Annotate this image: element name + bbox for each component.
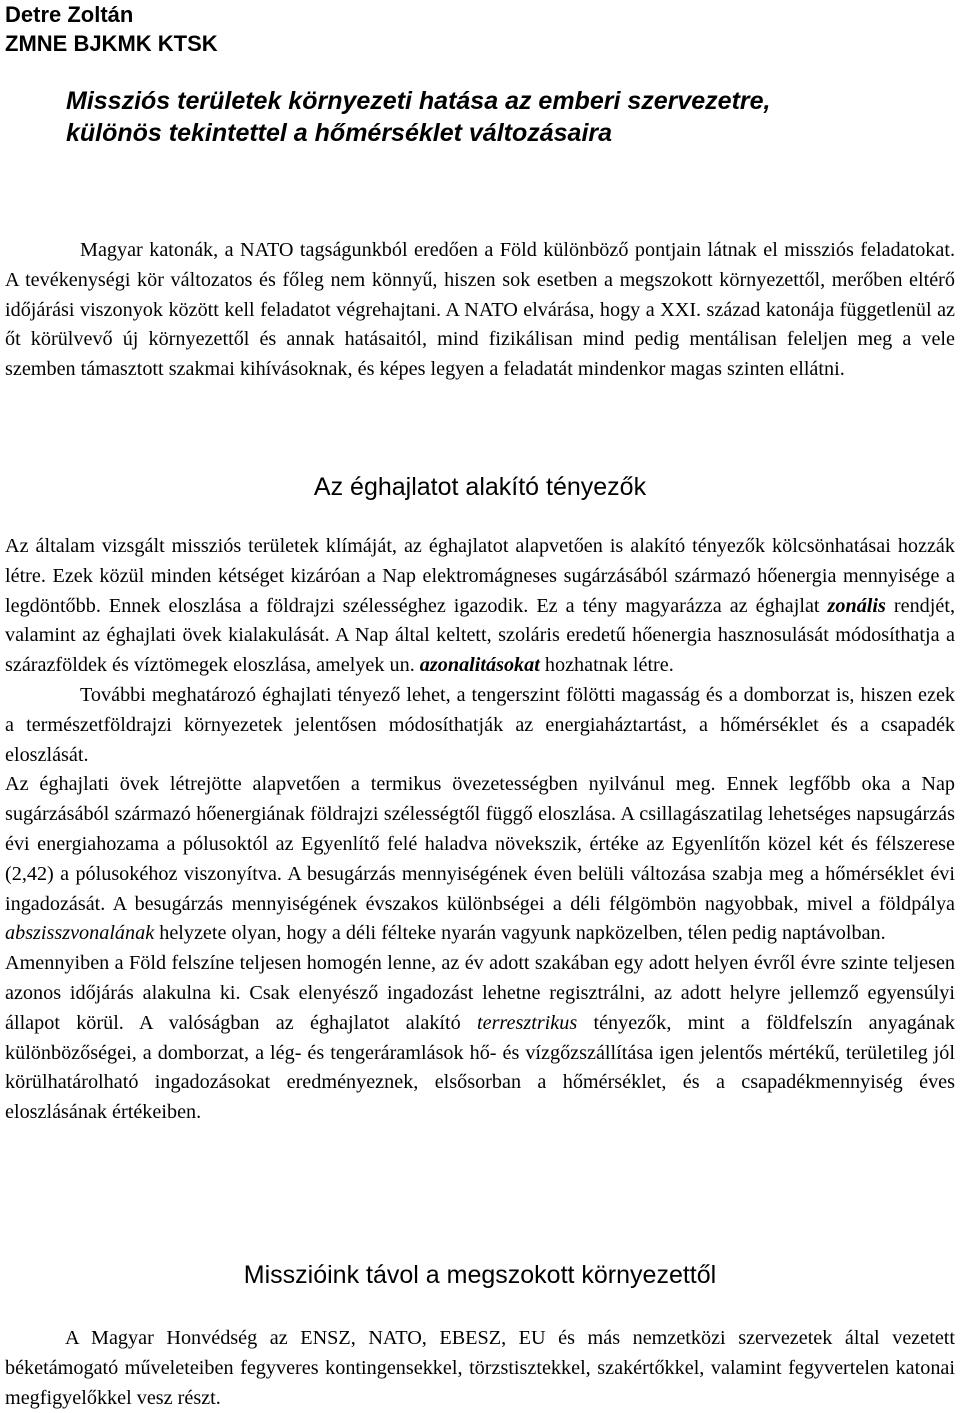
title-line-1: Missziós területek környezeti hatása az emberi szervezetre, [66,87,771,115]
intro-paragraph: Magyar katonák, a NATO tagságunkból eredően a Föld különböző pontjain látnak el missziós feladatokat. A tevékenységi kör változatos és főleg nem könnyű, hiszen sok esetben a megszokott környezettől, merőben eltérő időjárási viszonyok között kell feladatot végrehajtani. A NATO elvárása, hogy a XXI. század katonája függetlenül az őt körülvevő új környezettől és annak hatásaitól, mind fizikálisan mind pedig mentálisan feleljen meg a vele szemben támasztott szakmai kihívásoknak, és képes legyen a feladatát mindenkor magas szinten ellátni. [5,239,955,381]
missions-section-body [5,1324,955,1413]
climate-paragraph-3 [5,770,955,949]
document-title [66,85,946,149]
climate-p3-text-a: Az éghajlati övek létrejötte alapvetően a termikus övezetességben nyilvánul meg. Ennek legfőbb oka a Nap sugárzásából származó hőenergiának földrajzi szélességtől függő eloszlása. A csillagászatilag lehetséges napsugárzás évi energiahozama a pólusoktól az Egyenlítő felé haladva növekszik, értéke az Egyenlítőn közel két és félszerese (2,42) a pólusokéhoz viszonyítva. A besugárzás mennyiségének éven belüli változása szabja meg a hőmérséklet évi ingadozását. A besugárzás mennyiségének évszakos különbségei a déli félgömbön nagyobbak, mivel a földpálya [5,773,955,915]
climate-paragraph-2: További meghatározó éghajlati tényező lehet, a tengerszint fölötti magasság és a domborzat is, hiszen ezek a természetföldrajzi környezetek jelentősen módosíthatják az energiaháztartást, a hőmérséklet és a csapadék eloszlását. [5,683,955,766]
term-abszisszvonalanak: abszisszvonalának [5,922,155,945]
climate-paragraph-1 [5,532,955,681]
missions-paragraph-1: A Magyar Honvédség az ENSZ, NATO, EBESZ, EU és más nemzetközi szervezetek által vezetett béketámogató műveleteiben fegyveres kontingensekkel, törzstisztekkel, szakértőkkel, valamint fegyvertelen katonai megfigyelőkkel vesz részt. [5,1327,955,1409]
section-heading-climate: Az éghajlatot alakító tényezők [313,473,647,501]
climate-p1-text-c: hozhatnak létre. [539,654,674,677]
term-terresztrikus: terresztrikus [477,1011,578,1034]
climate-p3-text-b: helyzete olyan, hogy a déli félteke nyarán vagyunk napközelben, télen pedig naptávolban. [154,922,886,945]
term-zonalis: zonális [827,594,886,617]
title-line-2: különös tekintettel a hőmérséklet változásaira [66,119,613,147]
climate-section-body [5,532,955,1128]
climate-p1-text-b: rendjét, valamint az éghajlati övek kialakulását. A Nap által keltett, szoláris eredetű hőenergia hasznosulását módosíthatja a szárazföldek és víztömegek eloszlása, amelyek un. [5,594,955,677]
author-block [5,0,218,58]
climate-paragraph-4 [5,949,955,1128]
climate-p1-text-a: Az általam vizsgált missziós területek klímáját, az éghajlatot alapvetően is alakító tényezők kölcsönhatásai hozzák létre. Ezek közül minden kétséget kizáróan a Nap elektromágneses sugárzásából származó hőenergia mennyisége a legdöntőbb. Ennek eloszlása a földrajzi szélességhez igazodik. Ez a tény magyarázza az éghajlat [5,535,955,617]
climate-p4-text-b: tényezők, mint a földfelszín anyagának különbözőségei, a domborzat, a lég- és tengeráramlások hő- és vízgőzszállítása igen jelentős mértékű, területileg jól körülhatárolható ingadozásokat eredményeznek, elsősorban a hőmérséklet, és a csapadékmennyiség éves eloszlásának értékeiben. [5,1011,955,1124]
term-azonalitasokat: azonalitásokat [419,654,540,677]
section-heading-missions: Misszióink távol a megszokott környezettől [243,1261,717,1289]
author-name: Detre Zoltán [5,2,134,27]
intro-section [5,236,955,385]
author-affiliation: ZMNE BJKMK KTSK [5,31,218,56]
climate-p4-text-a: Amennyiben a Föld felszíne teljesen homogén lenne, az év adott szakában egy adott helyen évről évre szinte teljesen azonos időjárás alakulna ki. Csak elenyésző ingadozást lehetne regisztrálni, az adott helyre jellemző egyensúlyi állapot körül. A valóságban az éghajlatot alakító [5,952,955,1034]
